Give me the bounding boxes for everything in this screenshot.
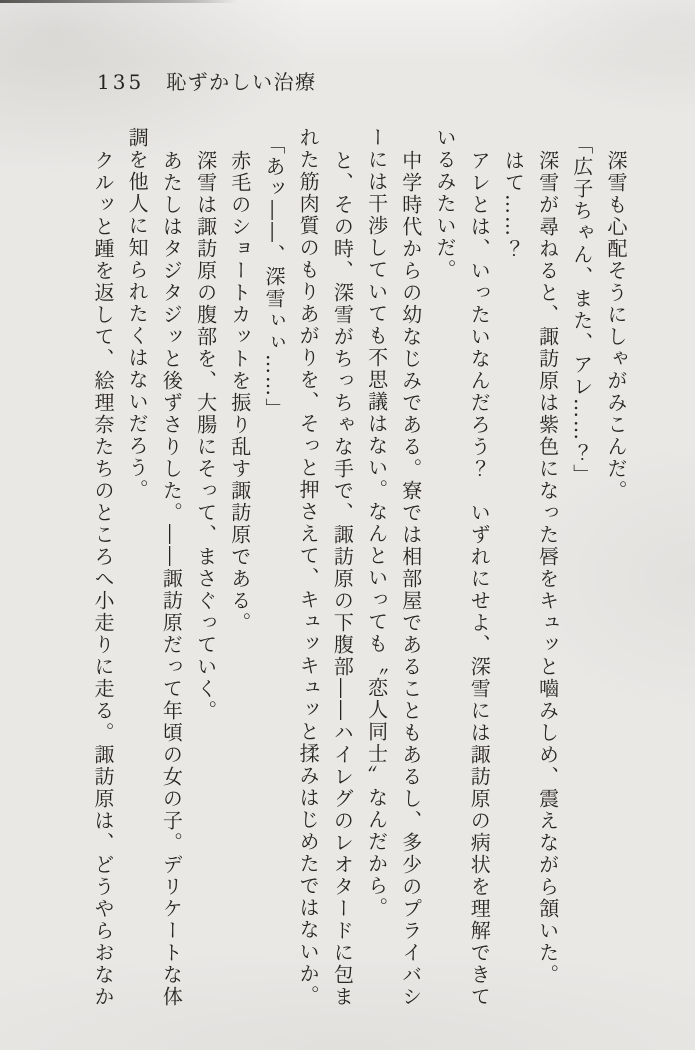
text-column: 調を他人に知られたくはないだろう。 (125, 127, 150, 501)
text-column: アレとは、いったいなんだろう？ いずれにせよ、深雪には諏訪原の病状を理解できて (467, 150, 492, 1008)
text-column: 「広子ちゃん、また、アレ……？」 (569, 134, 594, 486)
text-column: 赤毛のショートカットを振り乱す諏訪原である。 (227, 150, 252, 634)
text-column: れた筋肉質のもりあがりを、そっと押さえて、キュッキュッと揉みはじめたではないか。 (296, 127, 321, 1007)
text-column: あたしはタジタジッと後ずさりした。――諏訪原だって年頃の女の子。デリケートな体 (159, 150, 184, 1008)
text-column: ーには干渉していても不思議はない。なんといっても〝恋人同士〟なんだから。 (364, 127, 389, 919)
scan-edge-artifact (0, 0, 238, 3)
text-column: と、その時、深雪がちっちゃな手で、諏訪原の下腹部――ハイレグのレオタードに包ま (330, 150, 355, 1008)
text-column: 「あッ――、深雪ぃぃ……」 (261, 134, 286, 420)
text-column: 中学時代からの幼なじみである。寮では相部屋であることもあるし、多少のプライバシ (398, 150, 423, 1008)
text-column: 深雪が尋ねると、諏訪原は紫色になった唇をキュッと嚙みしめ、震えながら頷いた。 (535, 150, 560, 986)
running-title: 恥ずかしい治療 (166, 70, 317, 94)
page-number: 135 (97, 70, 145, 94)
page-header (97, 66, 317, 95)
text-column: 深雪も心配そうにしゃがみこんだ。 (604, 150, 628, 502)
text-body (86, 127, 633, 1039)
text-column: クルッと踵を返して、絵理奈たちのところへ小走りに走る。諏訪原は、どうやらおなか (90, 150, 115, 1008)
text-column: いるみたいだ。 (432, 127, 457, 281)
text-column: はて……？ (501, 150, 526, 260)
text-column: 深雪は諏訪原の腹部を、大腸にそって、まさぐっていく。 (193, 150, 218, 722)
